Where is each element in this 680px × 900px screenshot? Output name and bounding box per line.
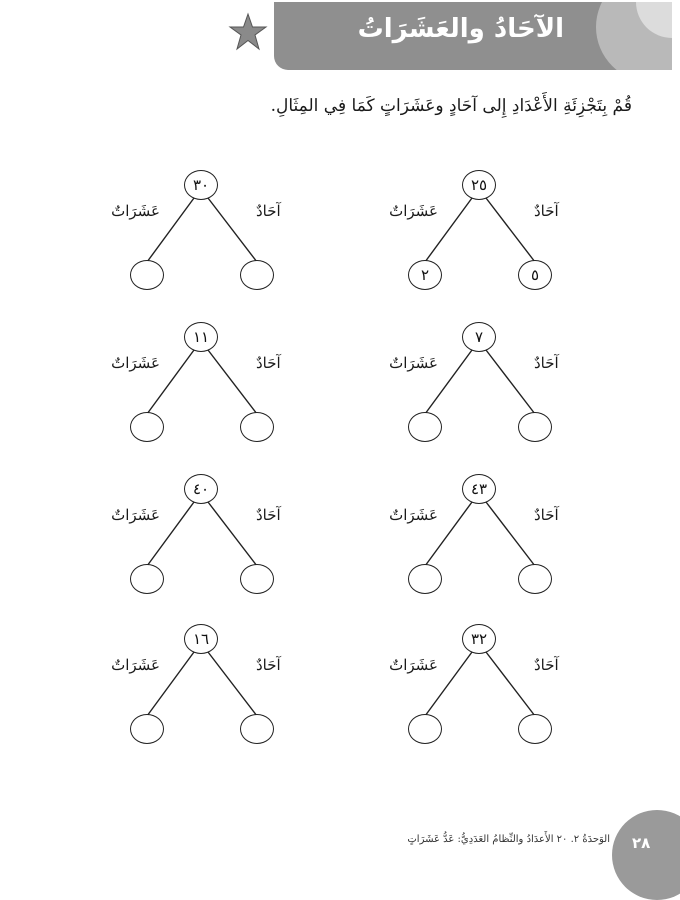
number-circle: ١٦	[184, 624, 218, 654]
page-number-tab	[612, 810, 680, 900]
tens-answer-circle[interactable]	[130, 260, 164, 290]
instruction-text: قُمْ بِتَجْزِئَةِ الأَعْدَادِ إِلى آحَادٍ وعَشَرَاتٍ كَمَا فِي المِثَالِ.	[270, 96, 632, 116]
ones-answer-circle[interactable]	[240, 564, 274, 594]
tens-answer-circle[interactable]: ٢	[408, 260, 442, 290]
branch-line	[208, 350, 257, 414]
ones-label: آحَادٌ	[534, 656, 559, 674]
tens-answer-circle[interactable]	[130, 714, 164, 744]
ones-answer-circle[interactable]	[518, 714, 552, 744]
page-title: الآحَادُ والعَشَرَاتُ	[357, 14, 564, 44]
number-circle: ٣٢	[462, 624, 496, 654]
number-circle: ٣٠	[184, 170, 218, 200]
number-circle: ٤٣	[462, 474, 496, 504]
ones-answer-circle[interactable]	[240, 412, 274, 442]
number-tree	[106, 474, 282, 594]
tens-label: عَشَرَاتٌ	[111, 202, 160, 220]
tens-label: عَشَرَاتٌ	[389, 354, 438, 372]
page-number: ٢٨	[632, 834, 651, 852]
ones-label: آحَادٌ	[534, 506, 559, 524]
tens-label: عَشَرَاتٌ	[389, 202, 438, 220]
branch-line	[486, 350, 535, 414]
number-tree	[384, 322, 560, 442]
tens-answer-circle[interactable]	[130, 564, 164, 594]
number-circle: ٤٠	[184, 474, 218, 504]
branch-line	[486, 198, 535, 262]
number-circle: ٧	[462, 322, 496, 352]
ones-label: آحَادٌ	[534, 354, 559, 372]
number-tree	[106, 624, 282, 744]
tens-label: عَشَرَاتٌ	[111, 656, 160, 674]
ones-answer-circle[interactable]	[518, 564, 552, 594]
ones-answer-circle[interactable]	[518, 412, 552, 442]
tens-answer-circle[interactable]	[408, 412, 442, 442]
ones-label: آحَادٌ	[534, 202, 559, 220]
footer-caption: الوَحدَةُ ٢. ٢٠ الأَعدَادُ والنِّظامُ العَدَدِيُّ: عَدُّ عَشَرَاتٍ	[407, 834, 610, 845]
number-circle: ١١	[184, 322, 218, 352]
tens-answer-circle[interactable]	[130, 412, 164, 442]
branch-line	[208, 652, 257, 716]
ones-label: آحَادٌ	[256, 506, 281, 524]
tens-label: عَشَرَاتٌ	[111, 506, 160, 524]
number-circle: ٢٥	[462, 170, 496, 200]
number-tree	[106, 322, 282, 442]
branch-line	[486, 652, 535, 716]
number-tree	[384, 474, 560, 594]
branch-line	[208, 198, 257, 262]
branch-line	[208, 502, 257, 566]
number-tree	[384, 170, 560, 290]
ones-label: آحَادٌ	[256, 656, 281, 674]
ones-answer-circle[interactable]	[240, 260, 274, 290]
number-tree	[106, 170, 282, 290]
tens-label: عَشَرَاتٌ	[111, 354, 160, 372]
star-icon	[228, 12, 268, 52]
tens-label: عَشَرَاتٌ	[389, 656, 438, 674]
ones-answer-circle[interactable]	[240, 714, 274, 744]
number-tree	[384, 624, 560, 744]
ones-label: آحَادٌ	[256, 354, 281, 372]
branch-line	[486, 502, 535, 566]
ones-label: آحَادٌ	[256, 202, 281, 220]
tens-answer-circle[interactable]	[408, 714, 442, 744]
ones-answer-circle[interactable]: ٥	[518, 260, 552, 290]
header-banner	[274, 2, 672, 70]
tens-answer-circle[interactable]	[408, 564, 442, 594]
tens-label: عَشَرَاتٌ	[389, 506, 438, 524]
